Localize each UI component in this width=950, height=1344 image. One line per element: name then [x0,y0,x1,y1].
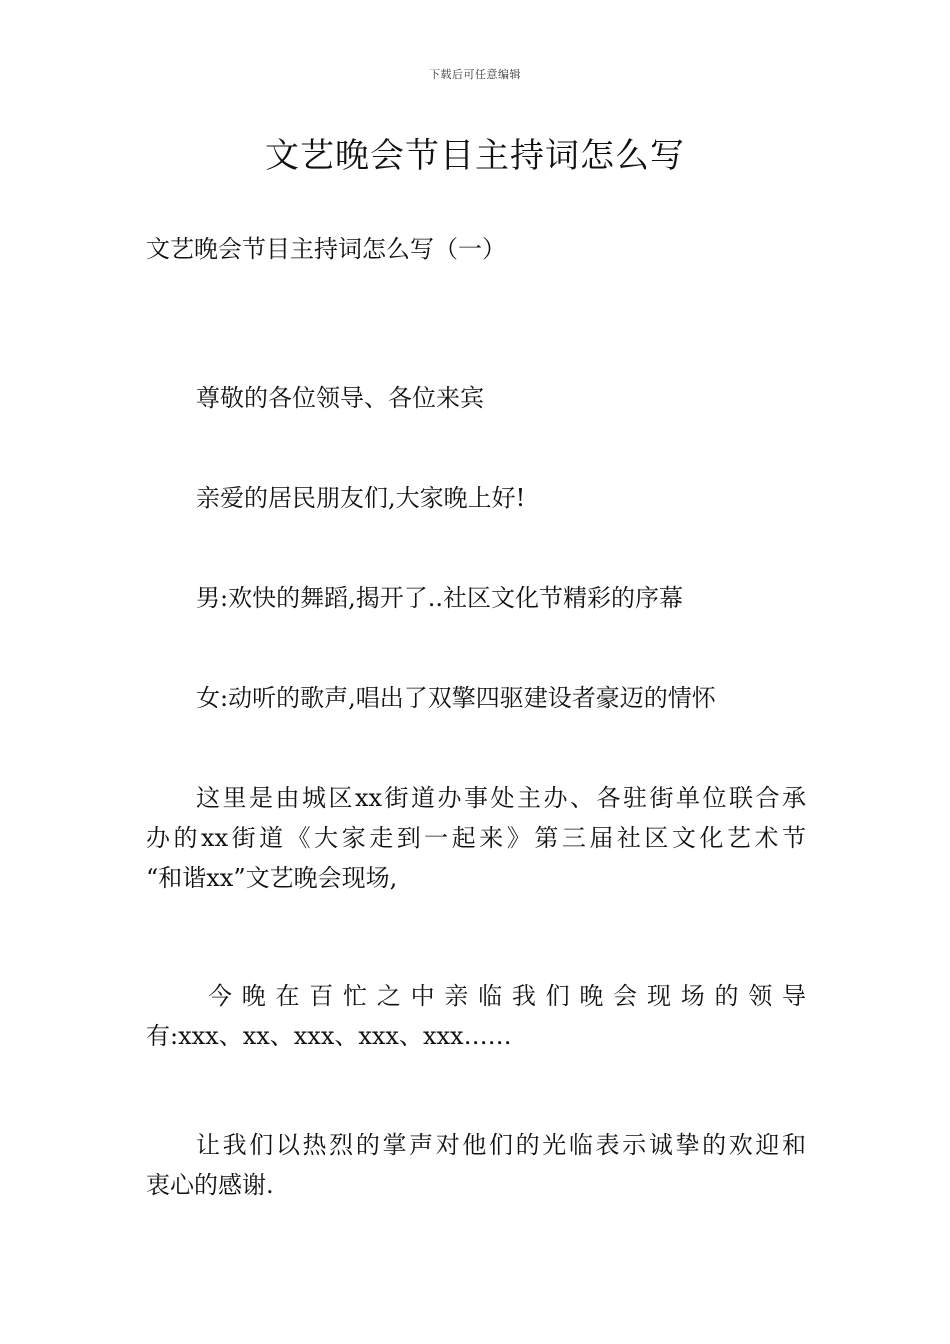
male-host-line: 男:欢快的舞蹈,揭开了..社区文化节精彩的序幕 [196,584,683,612]
greeting-line-1: 尊敬的各位领导、各位来宾 [196,384,484,412]
header-note: 下载后可任意编辑 [429,68,521,81]
intro-line-3: “和谐xx”文艺晚会现场, [146,864,398,892]
leaders-paragraph [146,976,806,1056]
document-title: 文艺晚会节目主持词怎么写 [265,136,685,176]
intro-line-2: 办的xx街道《大家走到一起来》第三届社区文化艺术节 [146,824,806,852]
thanks-line-2: 衷心的感谢. [146,1171,274,1199]
leaders-line-1: 今晚在百忙之中亲临我们晚会现场的领导 [208,982,806,1010]
thanks-paragraph [146,1125,806,1205]
intro-paragraph [146,778,806,898]
female-host-line: 女:动听的歌声,唱出了双擎四驱建设者豪迈的情怀 [196,684,716,712]
greeting-line-2: 亲爱的居民朋友们,大家晚上好! [196,484,526,512]
leaders-line-2: 有:xxx、xx、xxx、xxx、xxx…… [146,1022,512,1050]
intro-line-1: 这里是由城区xx街道办事处主办、各驻街单位联合承 [196,784,806,812]
section-subtitle: 文艺晚会节目主持词怎么写（一） [146,235,506,263]
thanks-line-1: 让我们以热烈的掌声对他们的光临表示诚挚的欢迎和 [196,1131,806,1159]
